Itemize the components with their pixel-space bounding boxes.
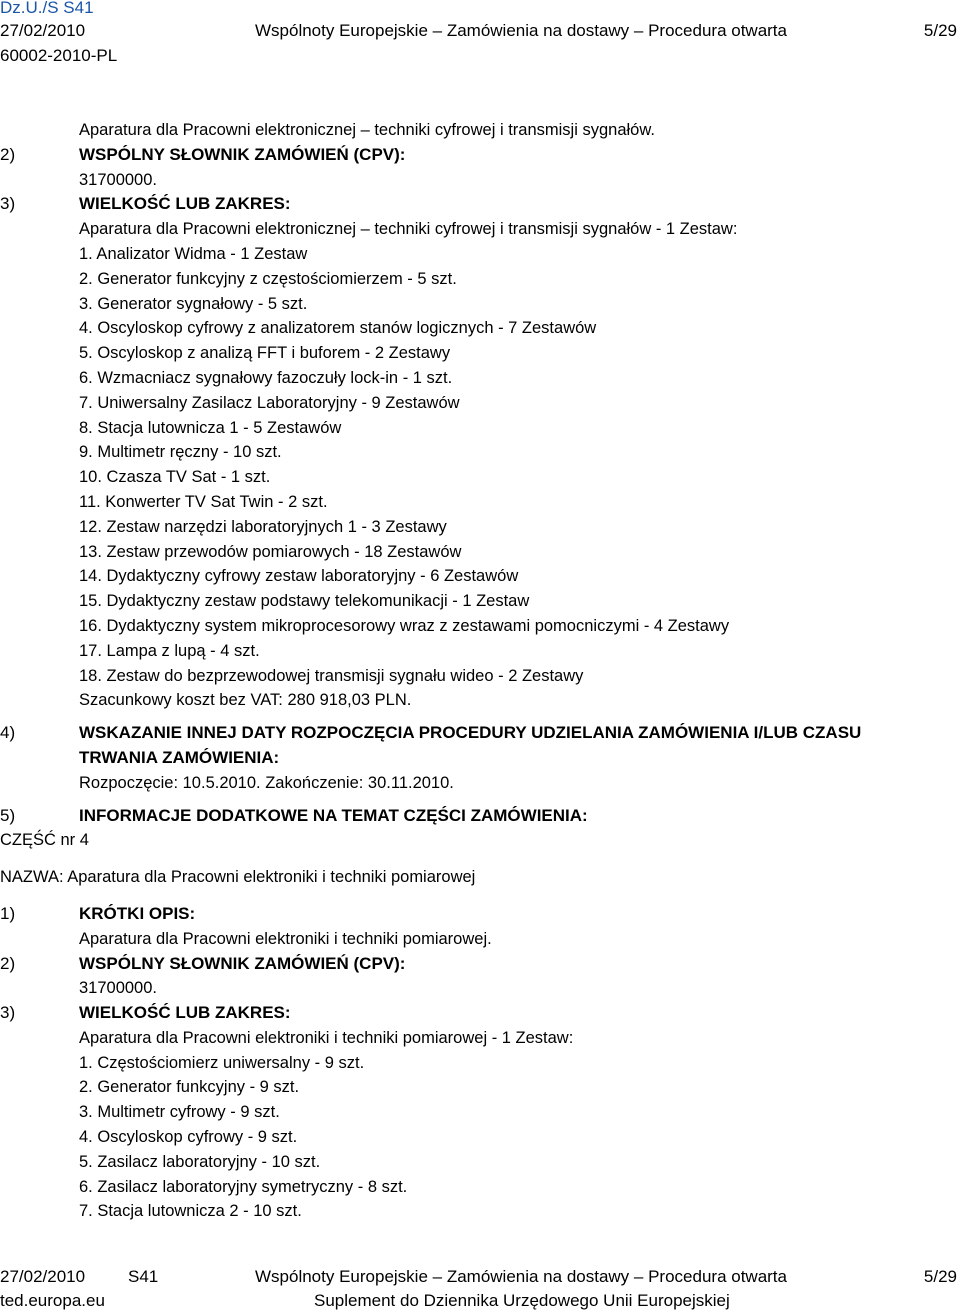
dates-heading — [0, 721, 899, 771]
scope-heading-text: WIELKOŚĆ LUB ZAKRES: — [79, 194, 291, 214]
footer-series: S41 — [128, 1267, 159, 1286]
footer-title: Wspólnoty Europejskie – Zamówienia na dostawy – Procedura otwarta — [255, 1267, 787, 1286]
short-description-heading-text: KRÓTKI OPIS: — [79, 903, 196, 923]
part-cpv-number: 2) — [0, 953, 16, 973]
list-item: 7. Uniwersalny Zasilacz Laboratoryjny - 9 Zestawów — [79, 393, 460, 412]
scope-item-list — [0, 242, 960, 688]
part-name: NAZWA: Aparatura dla Pracowni elektroniki i techniki pomiarowej — [0, 868, 476, 887]
dates-value: Rozpoczęcie: 10.5.2010. Zakończenie: 30.11.2010. — [79, 773, 454, 792]
list-item: 17. Lampa z lupą - 4 szt. — [79, 641, 260, 660]
scope-number: 3) — [0, 194, 16, 214]
short-description-value: Aparatura dla Pracowni elektroniki i techniki pomiarowej. — [79, 929, 492, 948]
list-item: 6. Wzmacniacz sygnałowy fazoczuły lock-in - 1 szt. — [79, 368, 453, 387]
estimated-cost: Szacunkowy koszt bez VAT: 280 918,03 PLN. — [79, 691, 412, 710]
part-cpv-heading-text: WSPÓLNY SŁOWNIK ZAMÓWIEŃ (CPV): — [79, 953, 406, 973]
list-item: 4. Oscyloskop cyfrowy z analizatorem stanów logicznych - 7 Zestawów — [79, 319, 597, 338]
part-scope-heading-text: WIELKOŚĆ LUB ZAKRES: — [79, 1003, 291, 1023]
list-item: 2. Generator funkcyjny z częstościomierzem - 5 szt. — [79, 269, 457, 288]
list-item: 2. Generator funkcyjny - 9 szt. — [79, 1078, 300, 1097]
footer-date: 27/02/2010 — [0, 1267, 86, 1286]
part-cpv-value: 31700000. — [79, 979, 157, 998]
cpv-value: 31700000. — [79, 170, 157, 189]
short-description-number: 1) — [0, 903, 16, 923]
list-item: 11. Konwerter TV Sat Twin - 2 szt. — [79, 492, 328, 511]
part-label: CZĘŚĆ nr 4 — [0, 831, 89, 850]
header-title: Wspólnoty Europejskie – Zamówienia na dostawy – Procedura otwarta — [255, 21, 787, 40]
part-cpv-heading — [0, 952, 960, 977]
list-item: 14. Dydaktyczny cyfrowy zestaw laboratoryjny - 6 Zestawów — [79, 567, 519, 586]
list-item: 6. Zasilacz laboratoryjny symetryczny - 8 szt. — [79, 1177, 408, 1196]
list-item: 12. Zestaw narzędzi laboratoryjnych 1 - 3 Zestawy — [79, 517, 447, 536]
header-page-number: 5/29 — [923, 21, 957, 40]
list-item: 10. Czasza TV Sat - 1 szt. — [79, 468, 271, 487]
part-scope-intro: Aparatura dla Pracowni elektroniki i techniki pomiarowej - 1 Zestaw: — [79, 1028, 574, 1047]
footer-page-number: 5/29 — [923, 1267, 957, 1286]
part-scope-heading — [0, 1001, 960, 1026]
scope-heading — [0, 192, 960, 217]
info-heading-text: INFORMACJE DODATKOWE NA TEMAT CZĘŚCI ZAMÓWIENIA: — [79, 805, 588, 825]
footer-site: ted.europa.eu — [0, 1291, 105, 1310]
cpv-number: 2) — [0, 144, 16, 164]
part-scope-item-list — [0, 1051, 960, 1225]
list-item: 5. Oscyloskop z analizą FFT i buforem - 2 Zestawy — [79, 344, 451, 363]
footer-supplement: Suplement do Dziennika Urzędowego Unii Europejskiej — [314, 1291, 730, 1310]
header-date: 27/02/2010 — [0, 21, 86, 40]
list-item: 4. Oscyloskop cyfrowy - 9 szt. — [79, 1128, 298, 1147]
dates-number: 4) — [0, 723, 16, 743]
cpv-heading — [0, 143, 960, 168]
scope-intro: Aparatura dla Pracowni elektronicznej – techniki cyfrowej i transmisji sygnałów - 1 Zestaw: — [79, 220, 738, 239]
list-item: 13. Zestaw przewodów pomiarowych - 18 Zestawów — [79, 542, 462, 561]
list-item: 7. Stacja lutownicza 2 - 10 szt. — [79, 1202, 302, 1221]
list-item: 5. Zasilacz laboratoryjny - 10 szt. — [79, 1152, 321, 1171]
document-body — [0, 118, 960, 1224]
list-item: 1. Częstościomierz uniwersalny - 9 szt. — [79, 1053, 365, 1072]
dates-heading-text: WSKAZANIE INNEJ DATY ROZPOCZĘCIA PROCEDURY UDZIELANIA ZAMÓWIENIA I/LUB CZASU TRWANIA ZAMÓWIENIA: — [79, 723, 862, 767]
cpv-heading-text: WSPÓLNY SŁOWNIK ZAMÓWIEŃ (CPV): — [79, 144, 406, 164]
list-item: 8. Stacja lutownicza 1 - 5 Zestawów — [79, 418, 342, 437]
list-item: 3. Generator sygnałowy - 5 szt. — [79, 294, 308, 313]
part-scope-number: 3) — [0, 1003, 16, 1023]
list-item: 3. Multimetr cyfrowy - 9 szt. — [79, 1103, 280, 1122]
list-item: 16. Dydaktyczny system mikroprocesorowy wraz z zestawami pomocniczymi - 4 Zestawy — [79, 616, 730, 635]
list-item: 15. Dydaktyczny zestaw podstawy telekomunikacji - 1 Zestaw — [79, 592, 530, 611]
section-intro: Aparatura dla Pracowni elektronicznej – techniki cyfrowej i transmisji sygnałów. — [79, 121, 655, 139]
journal-reference-link[interactable]: Dz.U./S S41 — [0, 0, 94, 17]
info-heading — [0, 804, 960, 829]
short-description-heading — [0, 902, 960, 927]
list-item: 9. Multimetr ręczny - 10 szt. — [79, 443, 282, 462]
info-number: 5) — [0, 805, 16, 825]
list-item: 18. Zestaw do bezprzewodowej transmisji sygnału wideo - 2 Zestawy — [79, 666, 584, 685]
header-notice-id: 60002-2010-PL — [0, 46, 118, 65]
list-item: 1. Analizator Widma - 1 Zestaw — [79, 244, 308, 263]
